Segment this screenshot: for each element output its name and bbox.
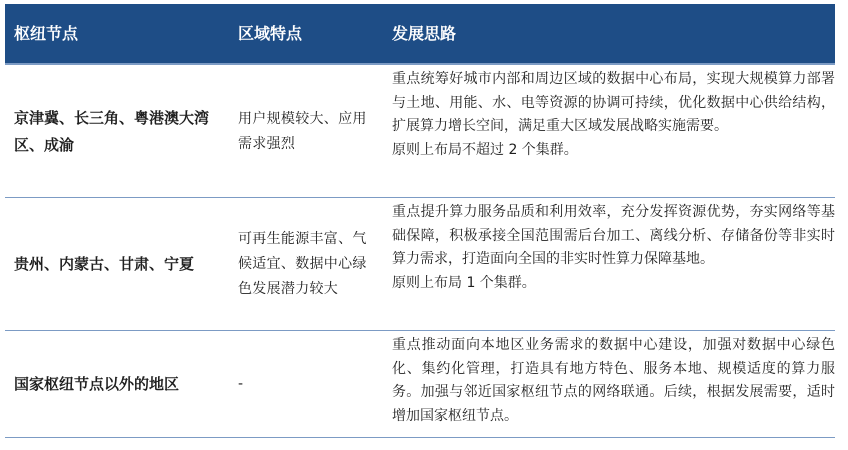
hub-node-text: 京津冀、长三角、粤港澳大湾区、成渝 [14, 108, 210, 154]
table-row [5, 65, 835, 198]
hub-node-cell [14, 65, 224, 198]
region-feature-text: 用户规模较大、应用需求强烈 [238, 110, 367, 152]
header-hub-node: 枢纽节点 [14, 24, 79, 43]
region-feature-cell [238, 198, 378, 331]
development-plan-cell [392, 201, 835, 295]
development-plan-cell [392, 334, 835, 428]
hub-node-text: 贵州、内蒙古、甘肃、宁夏 [14, 255, 195, 273]
hub-node-cell [14, 331, 224, 438]
hub-node-cell [14, 198, 224, 331]
development-plan-text: 重点推动面向本地区业务需求的数据中心建设，加强对数据中心绿色化、集约化管理，打造具有地方特色、服务本地、规模适度的算力服务。加强与邻近国家枢纽节点的网络联通。后续，根据发展需要，适时增加国家枢纽节点。 [392, 337, 835, 424]
table-header [5, 4, 835, 65]
region-feature-cell [238, 65, 378, 198]
development-plan-text: 重点提升算力服务品质和利用效率，充分发挥资源优势，夯实网络等基础保障，积极承接全国范围需后台加工、离线分析、存储备份等非实时算力需求，打造面向全国的非实时性算力保障基地。 [392, 204, 835, 268]
region-feature-text: 可再生能源丰富、气候适宜、数据中心绿色发展潜力较大 [238, 231, 367, 297]
table-row [5, 331, 835, 438]
header-development-plan: 发展思路 [392, 24, 457, 43]
region-feature-text: - [238, 376, 244, 392]
table-row [5, 198, 835, 331]
development-plan-cell [392, 68, 835, 162]
hub-node-text: 国家枢纽节点以外的地区 [14, 375, 180, 393]
cluster-note: 原则上布局 1 个集群。 [392, 274, 536, 291]
header-regional-feature: 区域特点 [238, 24, 303, 43]
development-plan-text: 重点统筹好城市内部和周边区域的数据中心布局，实现大规模算力部署与土地、用能、水、电等资源的协调可持续，优化数据中心供给结构，扩展算力增长空间，满足重大区域发展战略实施需要。 [392, 71, 835, 135]
region-feature-cell [238, 331, 378, 438]
cluster-note: 原则上布局不超过 2 个集群。 [392, 141, 578, 158]
planning-table [5, 4, 835, 438]
